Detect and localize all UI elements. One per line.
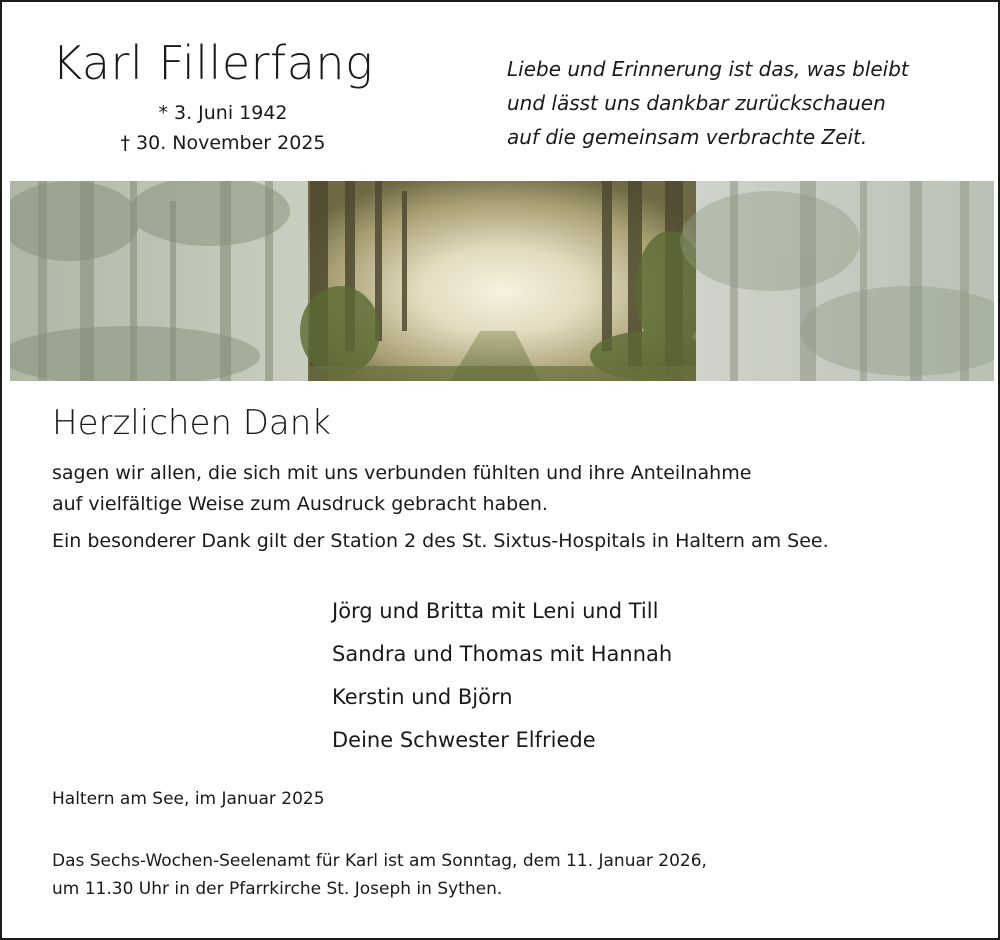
family-signatures [332,590,672,762]
forest-illustration [10,181,994,381]
deceased-name: Karl Fillerfang [52,36,374,90]
thanks-heading: Herzlichen Dank [52,403,331,443]
quote-line: Liebe und Erinnerung ist das, was bleibt [507,57,909,81]
family-member: Jörg und Britta mit Leni und Till [332,599,659,623]
quote-line: auf die gemeinsam verbrachte Zeit. [507,125,868,149]
family-member: Deine Schwester Elfriede [332,728,596,752]
service-line: um 11.30 Uhr in der Pfarrkirche St. Joseph in Sythen. [52,879,503,899]
thanks-line: auf vielfältige Weise zum Ausdruck gebracht haben. [52,493,548,515]
forest-image [10,181,994,381]
memorial-quote [507,52,909,154]
death-date: † 30. November 2025 [120,132,326,154]
thanks-line: sagen wir allen, die sich mit uns verbunden fühlten und ihre Anteilnahme [52,462,752,484]
service-line: Das Sechs-Wochen-Seelenamt für Karl ist am Sonntag, dem 11. Januar 2026, [52,851,707,871]
place-and-date: Haltern am See, im Januar 2025 [52,789,325,809]
quote-line: und lässt uns dankbar zurückschauen [507,91,886,115]
birth-date: * 3. Juni 1942 [158,102,288,124]
memorial-service-info [52,847,707,903]
life-dates [58,98,388,158]
thanks-text [52,458,829,557]
special-thanks-line: Ein besonderer Dank gilt der Station 2 des St. Sixtus-Hospitals in Haltern am See. [52,530,829,552]
family-member: Kerstin und Björn [332,685,513,709]
family-member: Sandra und Thomas mit Hannah [332,642,673,666]
